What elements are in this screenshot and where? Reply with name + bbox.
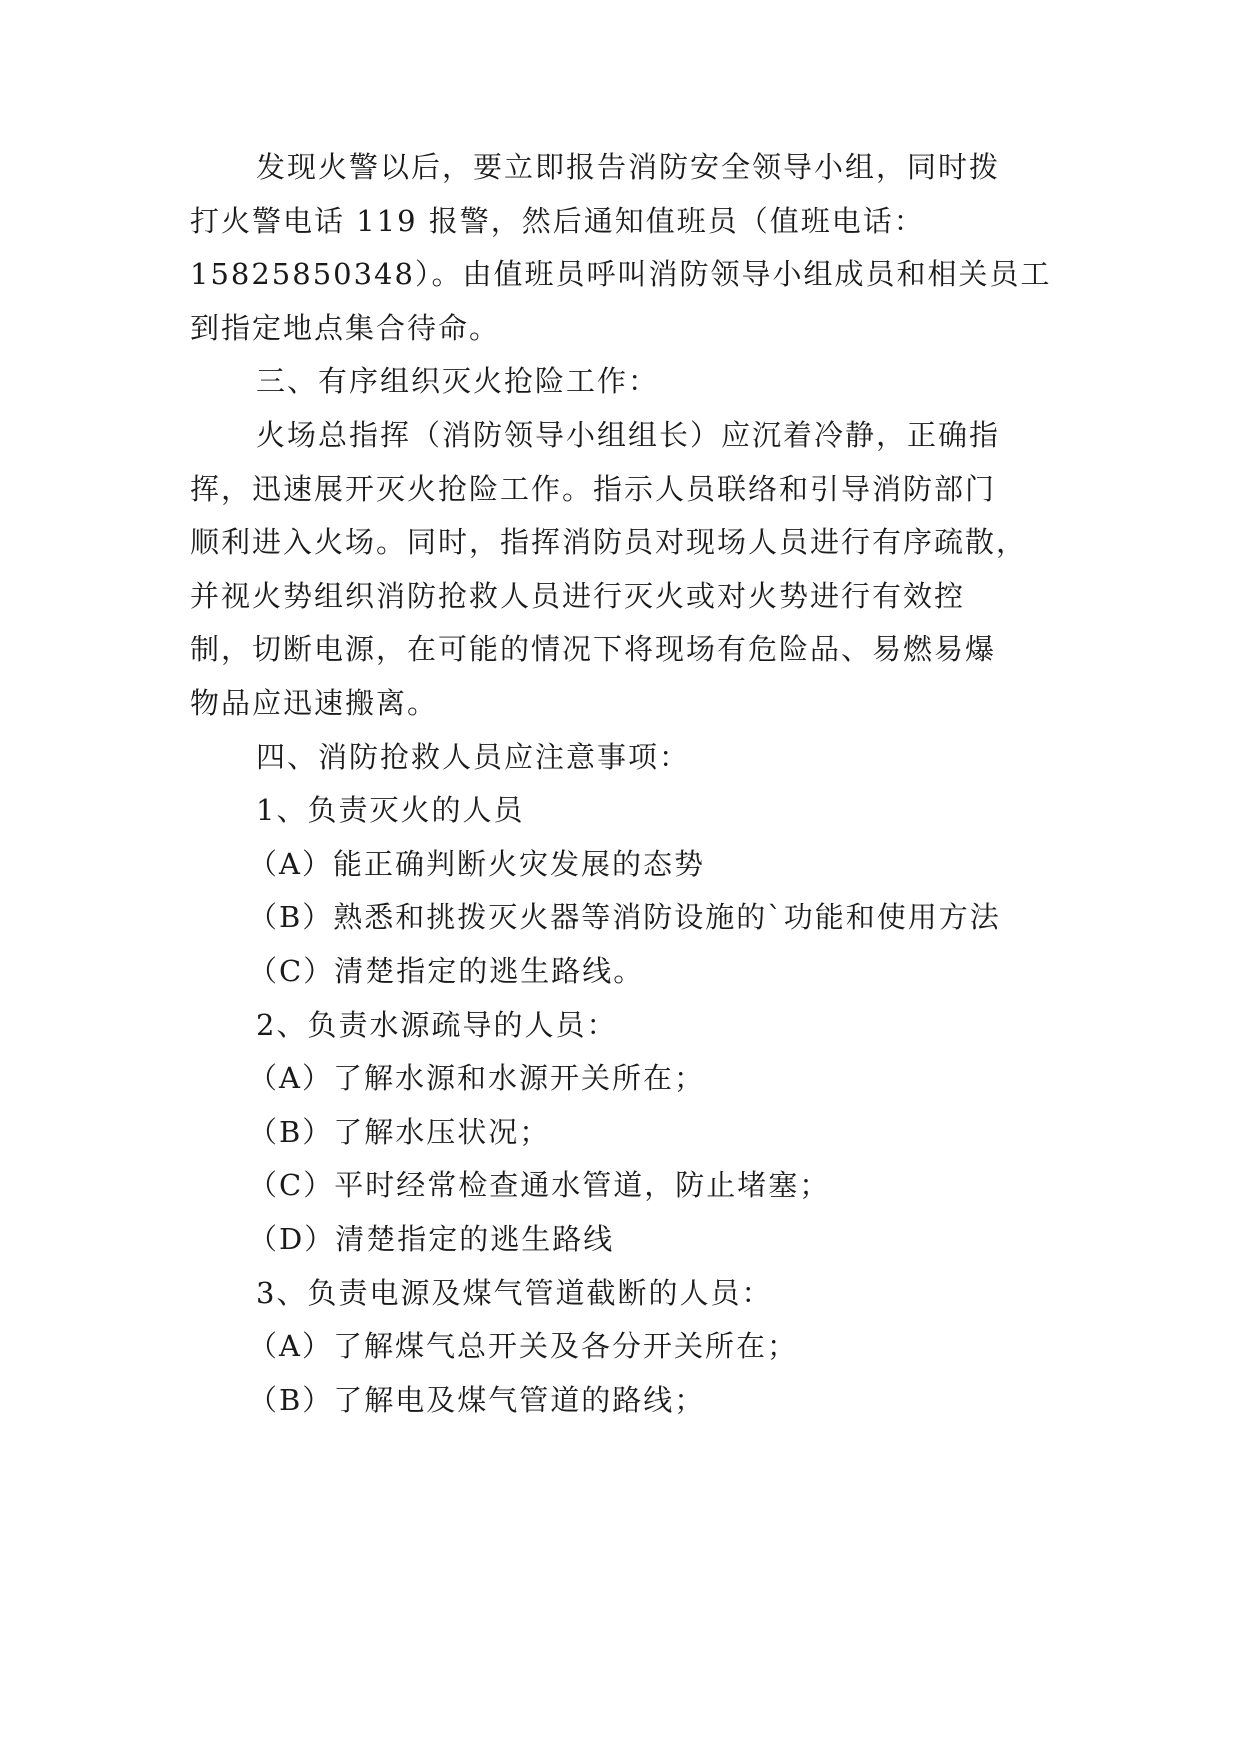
paragraph-line: 火场总指挥（消防领导小组组长）应沉着冷静，正确指: [256, 418, 1001, 452]
paragraph-line: 打火警电话 119 报警，然后通知值班员（值班电话：: [190, 204, 925, 238]
paragraph-line: 挥，迅速展开灭火抢险工作。指示人员联络和引导消防部门: [190, 472, 997, 506]
paragraph-line: 15825850348）。由值班员呼叫消防领导小组成员和相关员工: [190, 257, 1052, 291]
list-item: （A）了解水源和水源开关所在；: [248, 1061, 705, 1095]
paragraph-line: 到指定地点集合待命。: [190, 311, 501, 345]
list-item: （B）了解水压状况；: [248, 1115, 551, 1149]
list-item: （A）能正确判断火灾发展的态势: [248, 847, 705, 881]
paragraph-line: 顺利进入火场。同时，指挥消防员对现场人员进行有序疏散，: [190, 525, 1028, 559]
paragraph-line: 并视火势组织消防抢救人员进行灭火或对火势进行有效控: [190, 579, 966, 613]
list-item: （B）熟悉和挑拨灭火器等消防设施的`功能和使用方法: [248, 900, 1001, 934]
list-item: （B）了解电及煤气管道的路线；: [248, 1383, 706, 1417]
paragraph-line: 发现火警以后，要立即报告消防安全领导小组，同时拨: [256, 150, 1001, 184]
list-item: （C）平时经常检查通水管道，防止堵塞；: [248, 1168, 831, 1202]
list-heading: 2、负责水源疏导的人员：: [256, 1008, 618, 1042]
section-heading: 四、消防抢救人员应注意事项：: [256, 740, 691, 774]
section-heading: 三、有序组织灭火抢险工作：: [256, 364, 660, 398]
paragraph-line: 制，切断电源，在可能的情况下将现场有危险品、易燃易爆: [190, 632, 997, 666]
list-heading: 3、负责电源及煤气管道截断的人员：: [256, 1276, 773, 1310]
list-item: （C）清楚指定的逃生路线。: [248, 954, 645, 988]
paragraph-line: 物品应迅速搬离。: [190, 686, 439, 720]
list-heading: 1、负责灭火的人员: [256, 793, 525, 827]
list-item: （A）了解煤气总开关及各分开关所在；: [248, 1329, 798, 1363]
list-item: （D）清楚指定的逃生路线: [248, 1222, 615, 1256]
